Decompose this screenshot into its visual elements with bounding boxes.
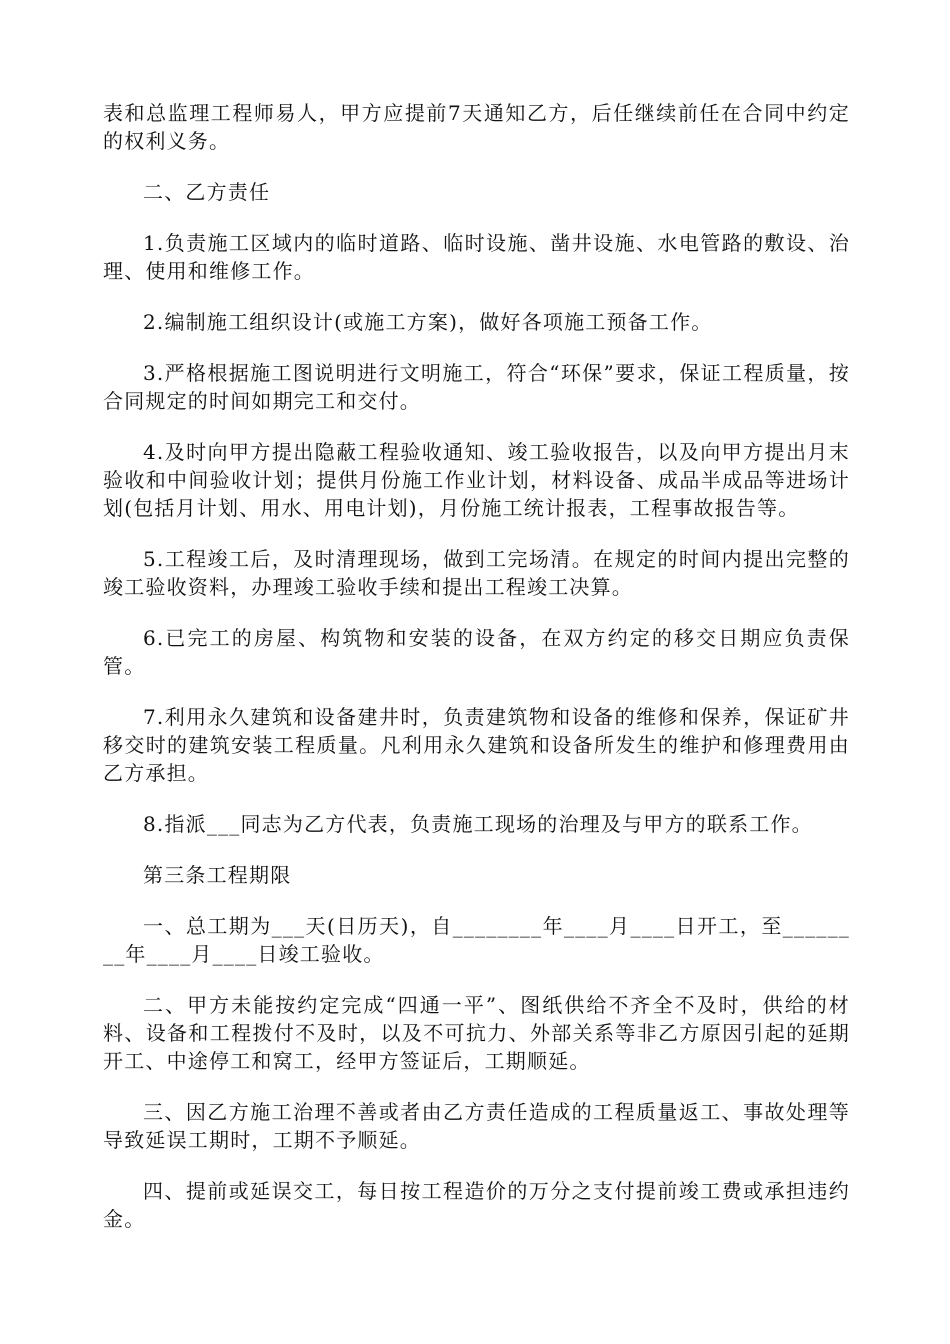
paragraph-item-1: 1.负责施工区域内的临时道路、临时设施、凿井设施、水电管路的敷设、治理、使用和维修工作。 bbox=[103, 231, 850, 283]
paragraph-continuation: 表和总监理工程师易人，甲方应提前7天通知乙方，后任继续前任在合同中约定的权利义务。 bbox=[103, 101, 850, 153]
paragraph-item-8: 8.指派___同志为乙方代表，负责施工现场的治理及与甲方的联系工作。 bbox=[143, 812, 813, 836]
paragraph-item-3: 3.严格根据施工图说明进行文明施工，符合“环保”要求，保证工程质量，按合同规定的时间如期完工和交付。 bbox=[103, 361, 850, 413]
section-heading-party-b-responsibility: 二、乙方责任 bbox=[143, 180, 271, 204]
document-body bbox=[103, 99, 850, 1233]
paragraph-item-6: 6.已完工的房屋、构筑物和安装的设备，在双方约定的移交日期应负责保管。 bbox=[103, 626, 850, 678]
paragraph-term-1: 一、总工期为___天(日历天)，自________年____月____日开工，至________年____月____日竣工验收。 bbox=[103, 914, 850, 966]
paragraph-item-7: 7.利用永久建筑和设备建井时，负责建筑物和设备的维修和保养，保证矿井移交时的建筑安装工程质量。凡利用永久建筑和设备所发生的维护和修理费用由乙方承担。 bbox=[103, 705, 850, 785]
paragraph-term-3: 三、因乙方施工治理不善或者由乙方责任造成的工程质量返工、事故处理等导致延误工期时，工期不予顺延。 bbox=[103, 1100, 850, 1152]
paragraph-item-4: 4.及时向甲方提出隐蔽工程验收通知、竣工验收报告，以及向甲方提出月末验收和中间验收计划；提供月份施工作业计划，材料设备、成品半成品等进场计划(包括月计划、用水、用电计划)，月份施工统计报表，工程事故报告等。 bbox=[103, 440, 850, 520]
paragraph-item-5: 5.工程竣工后，及时清理现场，做到工完场清。在规定的时间内提出完整的竣工验收资料，办理竣工验收手续和提出工程竣工决算。 bbox=[103, 547, 850, 599]
paragraph-item-2: 2.编制施工组织设计(或施工方案)，做好各项施工预备工作。 bbox=[143, 310, 713, 334]
paragraph-term-4: 四、提前或延误交工，每日按工程造价的万分之支付提前竣工费或承担违约金。 bbox=[103, 1179, 850, 1231]
paragraph-term-2: 二、甲方未能按约定完成“四通一平”、图纸供给不齐全不及时，供给的材料、设备和工程拨付不及时，以及不可抗力、外部关系等非乙方原因引起的延期开工、中途停工和窝工，经甲方签证后，工期顺延。 bbox=[103, 993, 850, 1073]
section-heading-article-3: 第三条工程期限 bbox=[143, 863, 292, 887]
